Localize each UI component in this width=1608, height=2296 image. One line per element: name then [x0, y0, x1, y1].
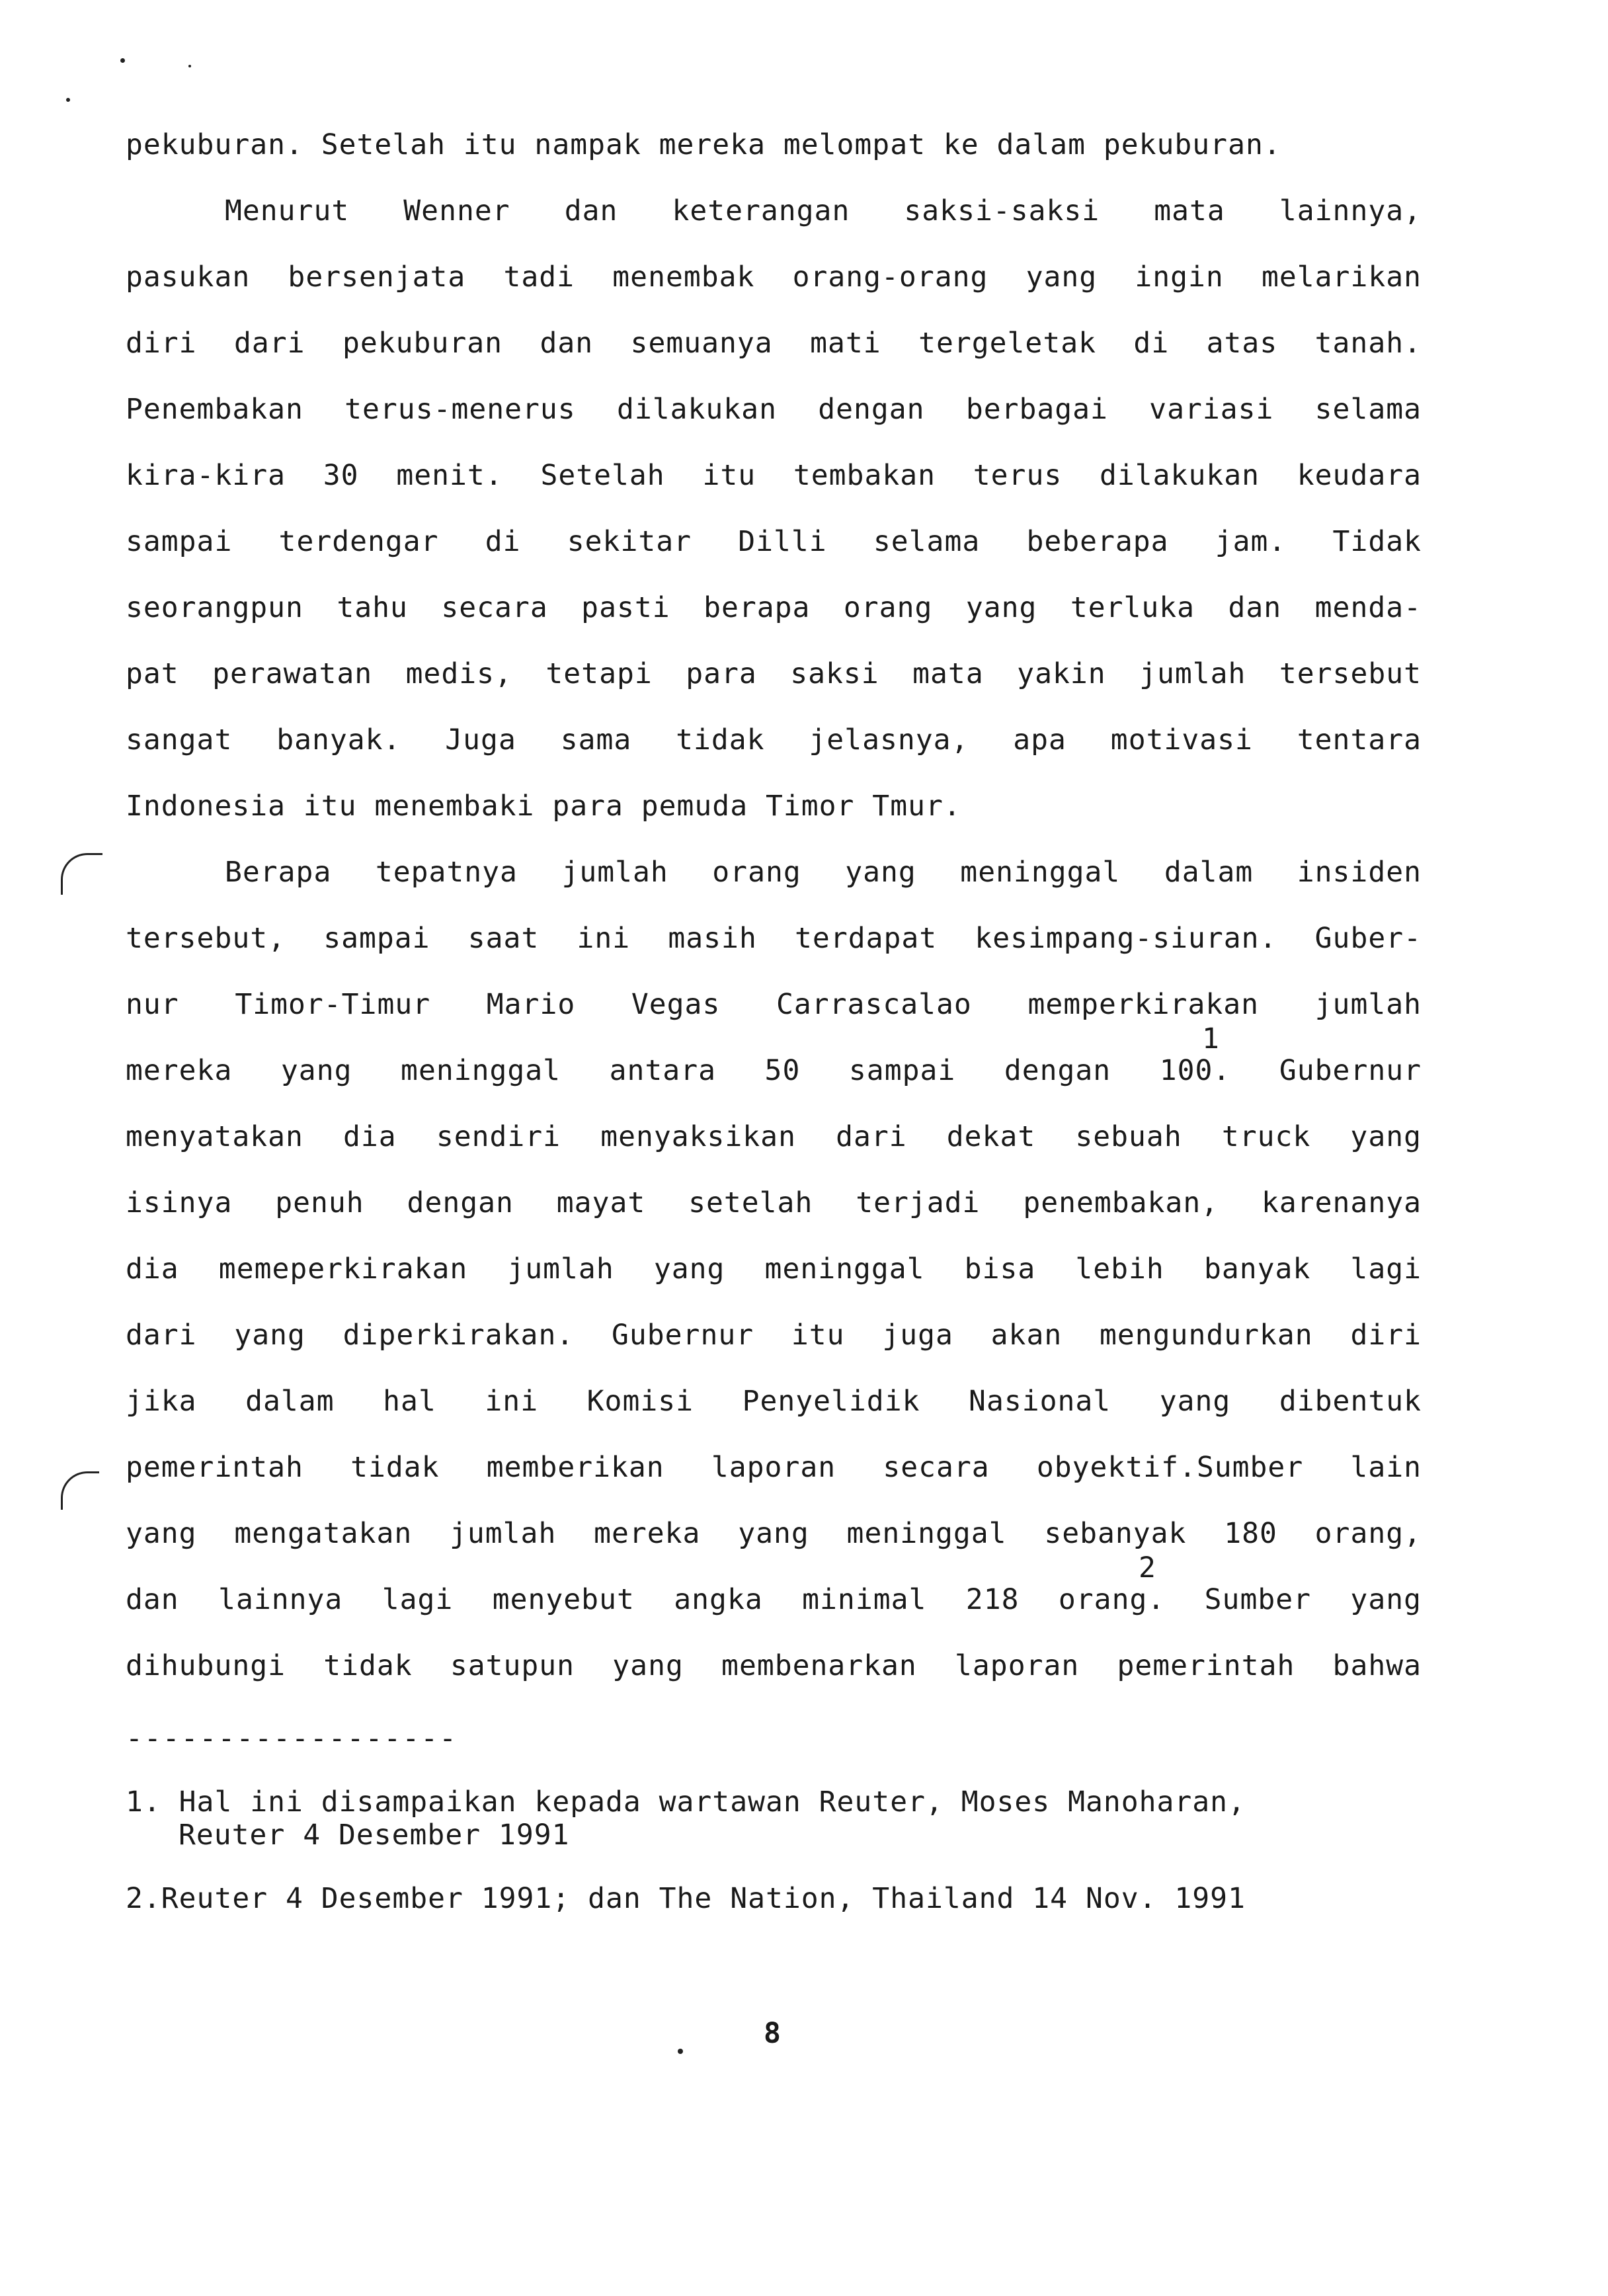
- scan-speck: [678, 2049, 683, 2054]
- body-text-line: Indonesia itu menembaki para pemuda Timor Tmur.: [126, 790, 961, 823]
- footnote-1: 1. Hal ini disampaikan kepada wartawan Reuter, Moses Manoharan,: [126, 1785, 1246, 1819]
- body-text-line: diri dari pekuburan dan semuanya mati tergeletak di atas tanah.: [126, 327, 1422, 360]
- body-text-line: dan lainnya lagi menyebut angka minimal 218 orang. Sumber yang: [126, 1583, 1422, 1616]
- body-text-line: pemerintah tidak memberikan laporan secara obyektif.Sumber lain: [126, 1451, 1422, 1484]
- body-text-line: dia memeperkirakan jumlah yang meninggal bisa lebih banyak lagi: [126, 1252, 1422, 1286]
- scan-speck: [188, 65, 191, 67]
- body-text-line: nur Timor-Timur Mario Vegas Carrascalao memperkirakan jumlah: [126, 988, 1422, 1021]
- footnote-reference-1: 1: [1202, 1022, 1219, 1055]
- body-text-line: tersebut, sampai saat ini masih terdapat kesimpang-siuran. Guber-: [126, 922, 1422, 955]
- body-text-line: dihubungi tidak satupun yang membenarkan laporan pemerintah bahwa: [126, 1649, 1422, 1682]
- body-text-line: sampai terdengar di sekitar Dilli selama beberapa jam. Tidak: [126, 525, 1422, 558]
- page-number: 8: [764, 2017, 781, 2050]
- body-text-line: Menurut Wenner dan keterangan saksi-saksi mata lainnya,: [225, 194, 1422, 227]
- footnote-1-continuation: Reuter 4 Desember 1991: [179, 1819, 570, 1852]
- body-text-line: sangat banyak. Juga sama tidak jelasnya, apa motivasi tentara: [126, 723, 1422, 757]
- body-text-line: yang mengatakan jumlah mereka yang meninggal sebanyak 180 orang,: [126, 1517, 1422, 1550]
- footnote-2: 2.Reuter 4 Desember 1991; dan The Nation, Thailand 14 Nov. 1991: [126, 1882, 1246, 1915]
- body-text-line: menyatakan dia sendiri menyaksikan dari dekat sebuah truck yang: [126, 1120, 1422, 1153]
- margin-bracket-mark: [61, 1471, 99, 1510]
- body-text-line: mereka yang meninggal antara 50 sampai dengan 100. Gubernur: [126, 1054, 1422, 1087]
- footnote-separator: ------------------: [126, 1722, 458, 1755]
- body-text-line: pekuburan. Setelah itu nampak mereka melompat ke dalam pekuburan.: [126, 128, 1281, 161]
- scan-speck: [120, 58, 125, 63]
- body-text-line: dari yang diperkirakan. Gubernur itu juga akan mengundurkan diri: [126, 1319, 1422, 1352]
- body-text-line: jika dalam hal ini Komisi Penyelidik Nasional yang dibentuk: [126, 1385, 1422, 1418]
- body-text-line: pasukan bersenjata tadi menembak orang-orang yang ingin melarikan: [126, 261, 1422, 294]
- footnote-reference-2: 2: [1139, 1551, 1156, 1584]
- body-text-line: pat perawatan medis, tetapi para saksi mata yakin jumlah tersebut: [126, 657, 1422, 690]
- body-text-line: isinya penuh dengan mayat setelah terjadi penembakan, karenanya: [126, 1186, 1422, 1219]
- body-text-line: seorangpun tahu secara pasti berapa orang yang terluka dan menda-: [126, 591, 1422, 624]
- body-text-line: Berapa tepatnya jumlah orang yang meninggal dalam insiden: [225, 856, 1422, 889]
- scan-speck: [66, 98, 70, 102]
- body-text-line: kira-kira 30 menit. Setelah itu tembakan terus dilakukan keudara: [126, 459, 1422, 492]
- body-text-line: Penembakan terus-menerus dilakukan dengan berbagai variasi selama: [126, 393, 1422, 426]
- margin-bracket-mark: [61, 853, 102, 895]
